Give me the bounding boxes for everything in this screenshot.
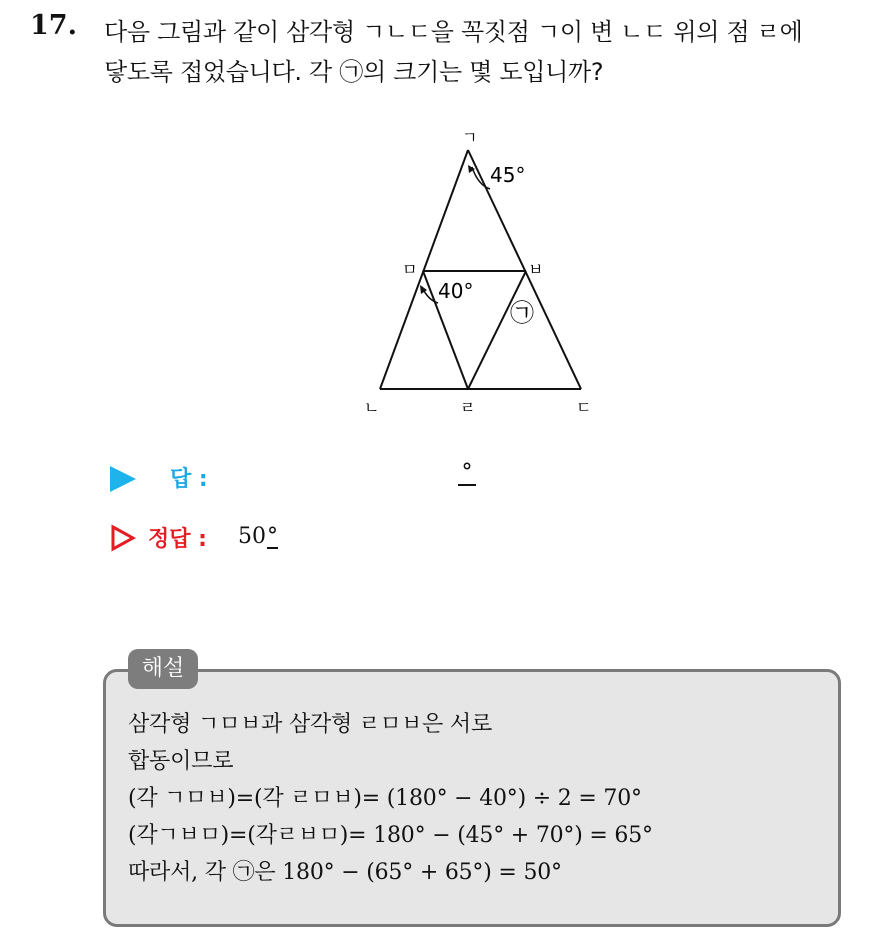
angle-top-label: 45° xyxy=(490,163,526,187)
explanation-lines xyxy=(128,706,828,891)
play-icon xyxy=(110,466,136,492)
answer-label: 답 : xyxy=(170,467,208,492)
triangle-figure xyxy=(350,125,600,425)
question-line-1: 다음 그림과 같이 삼각형 ㄱㄴㄷ을 꼭짓점 ㄱ이 변 ㄴㄷ 위의 점 ㄹ에 xyxy=(104,18,803,46)
label-right-mid: ㅂ xyxy=(528,260,544,279)
correct-number: 50 xyxy=(238,524,266,549)
explanation-line-5: 따라서, 각 ㉠은 180° − (65° + 65°) = 50° xyxy=(128,860,562,885)
question-text xyxy=(104,12,874,92)
label-top: ㄱ xyxy=(462,128,478,147)
label-left-mid: ㅁ xyxy=(402,260,418,279)
explanation-tag: 해설 xyxy=(128,649,198,689)
explanation-line-4: (각ㄱㅂㅁ)=(각ㄹㅂㅁ)= 180° − (45° + 70°) = 65° xyxy=(128,823,653,848)
correct-row xyxy=(110,522,610,556)
answer-row xyxy=(110,462,610,496)
angle-left-label: 40° xyxy=(438,279,474,303)
explanation-line-1: 삼각형 ㄱㅁㅂ과 삼각형 ㄹㅁㅂ은 서로 xyxy=(128,712,493,737)
label-bottom-right: ㄷ xyxy=(576,398,592,417)
answer-input[interactable]: ° xyxy=(458,462,476,486)
explanation-line-2: 합동이므로 xyxy=(128,749,234,774)
correct-label: 정답 : xyxy=(148,527,207,552)
correct-value xyxy=(238,524,278,549)
fold-right xyxy=(468,271,526,389)
question-number: 17. xyxy=(30,10,77,41)
question-line-2: 닿도록 접었습니다. 각 ㉠의 크기는 몇 도입니까? xyxy=(104,58,604,86)
label-bottom-mid: ㄹ xyxy=(460,398,476,417)
hollow-play-icon xyxy=(110,524,136,552)
correct-unit: ° xyxy=(267,524,278,549)
label-bottom-left: ㄴ xyxy=(364,398,380,417)
explanation-line-3: (각 ㄱㅁㅂ)=(각 ㄹㅁㅂ)= (180° − 40°) ÷ 2 = 70° xyxy=(128,786,642,811)
angle-marker: ㉠ xyxy=(510,299,534,327)
